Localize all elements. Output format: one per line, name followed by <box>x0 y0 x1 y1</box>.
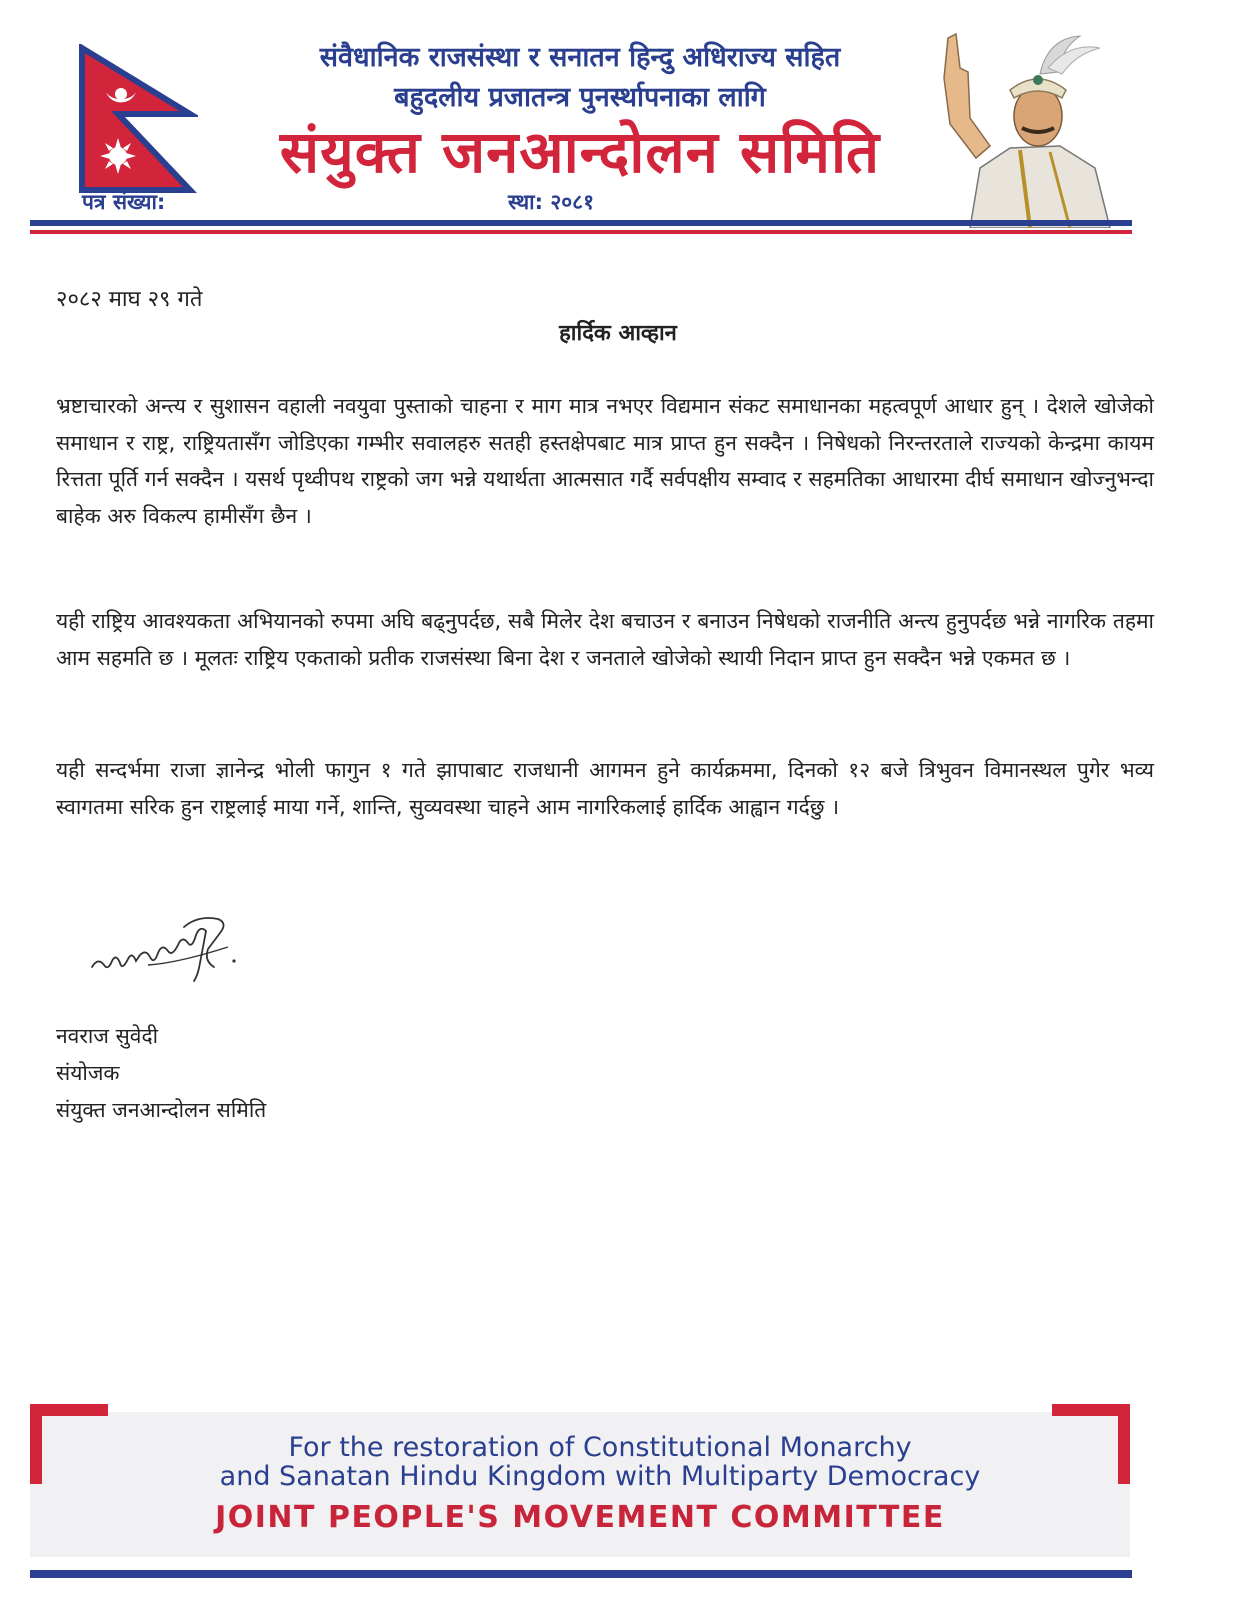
handwritten-signature <box>88 905 248 995</box>
reference-number-label: पत्र संख्या: <box>82 190 166 214</box>
header-divider-red <box>30 230 1132 234</box>
footer-tagline-line-1: For the restoration of Constitutional Monarchy <box>288 1432 912 1463</box>
letter-date: २०८२ माघ २९ गते <box>56 287 203 312</box>
letter-subject: हार्दिक आव्हान <box>559 321 677 346</box>
footer-divider-blue <box>30 1570 1132 1578</box>
footer-bracket-left-top <box>30 1404 108 1416</box>
body-paragraph-3: यही सन्दर्भमा राजा ज्ञानेन्द्र भोली फागुन १ गते झापाबाट राजधानी आगमन हुने कार्यक्रममा, दिनको १२ बजे त्रिभुवन विमानस्थल पुगेर भव्य स्वागतमा सरिक हुन राष्ट्रलाई माया गर्ने, शान्ति, सुव्यवस्था चाहने आम नागरिकलाई हार्दिक आह्वान गर्दछु । <box>56 758 1154 819</box>
organization-name: संयुक्त जनआन्दोलन समिति <box>279 118 881 186</box>
footer-tagline-line-2: and Sanatan Hindu Kingdom with Multiparty Democracy <box>219 1461 981 1492</box>
footer-organization-name: JOINT PEOPLE'S MOVEMENT COMMITTEE <box>215 1500 945 1535</box>
tagline-line-1: संवैधानिक राजसंस्था र सनातन हिन्दु अधिराज्य सहित <box>319 42 841 73</box>
header-divider-blue <box>30 220 1132 226</box>
signatory-name: नवराज सुवेदी <box>56 1024 159 1048</box>
footer-bracket-right-top <box>1052 1404 1130 1416</box>
signatory-organization: संयुक्त जनआन्दोलन समिति <box>56 1098 267 1122</box>
letterhead <box>0 0 1236 250</box>
established-year: स्था: २०८१ <box>508 190 594 214</box>
body-paragraph-1: भ्रष्टाचारको अन्त्य र सुशासन वहाली नवयुवा पुस्ताको चाहना र माग मात्र नभएर विद्यमान संकट समाधानका महत्वपूर्ण आधार हुन् । देशले खोजेको समाधान र राष्ट्र, राष्ट्रियतासँग जोडिएका गम्भीर सवालहरु सतही हस्तक्षेपबाट मात्र प्राप्त हुन सक्दैन । निषेधको निरन्तरताले राज्यको केन्द्रमा कायम रित्तता पूर्ति गर्न सक्दैन । यसर्थ पृथ्वीपथ राष्ट्रको जग भन्ने यथार्थता आत्मसात गर्दै सर्वपक्षीय सम्वाद र सहमतिका आधारमा दीर्घ समाधान खोज्नुभन्दा बाहेक अरु विकल्प हामीसँग छैन । <box>56 394 1154 528</box>
king-portrait-illustration <box>930 28 1120 228</box>
signatory-title: संयोजक <box>56 1061 120 1085</box>
tagline-line-2: बहुदलीय प्रजातन्त्र पुनर्स्थापनाका लागि <box>394 82 766 113</box>
nepal-flag-icon <box>78 44 198 194</box>
body-paragraph-2: यही राष्ट्रिय आवश्यकता अभियानको रुपमा अघि बढ्नुपर्दछ, सबै मिलेर देश बचाउन र बनाउन निषेधको राजनीति अन्त्य हुनुपर्दछ भन्ने नागरिक तहमा आम सहमति छ । मूलतः राष्ट्रिय एकताको प्रतीक राजसंस्था बिना देश र जनताले खोजेको स्थायी निदान प्राप्त हुन सक्दैन भन्ने एकमत छ । <box>56 609 1154 670</box>
